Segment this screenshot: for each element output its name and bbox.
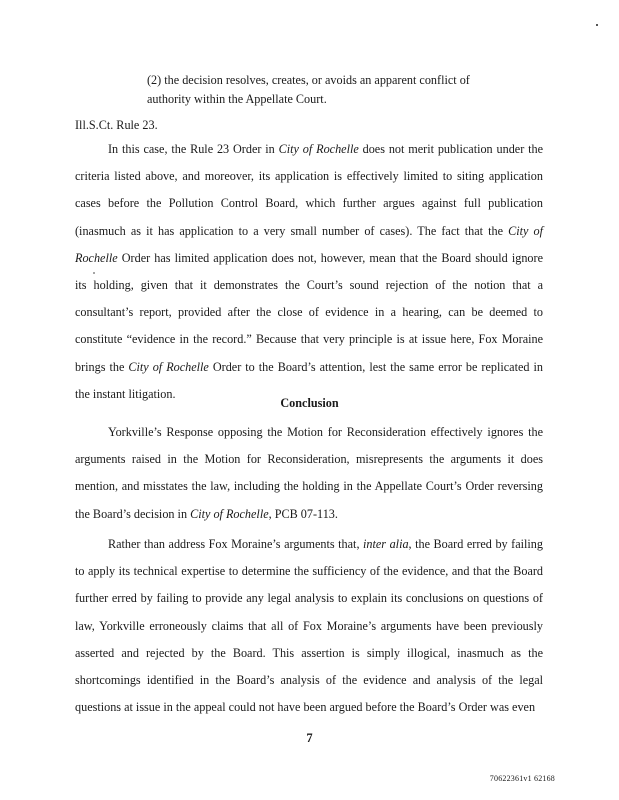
block-quote: [147, 71, 507, 109]
quote-line-1: (2) the decision resolves, creates, or avoids an apparent conflict of: [147, 73, 470, 87]
p3-latin-phrase: inter alia: [363, 537, 409, 551]
p1-text-a: In this case, the Rule 23 Order in: [108, 142, 279, 156]
p3-text-a: Rather than address Fox Moraine’s arguments that,: [108, 537, 364, 551]
scan-mark: [596, 24, 598, 26]
paragraph-rochelle-order: [75, 136, 543, 408]
scan-dot: [93, 272, 95, 274]
rule-citation: Ill.S.Ct. Rule 23.: [75, 118, 158, 132]
page-number: 7: [306, 731, 313, 745]
section-heading-conclusion: Conclusion: [280, 396, 339, 410]
p3-text-b: , the Board erred by failing to apply its technical expertise to determine the sufficiency of the evidence, and that the Board further erred by failing to provide any legal analysis to explain its conclusions on questions of law, Yorkville erroneously claims that all of Fox Moraine’s arguments have been previously asserted and rejected by the Board. This assertion is simply illogical, inasmuch as the shortcomings identified in the Board’s analysis of the evidence and analysis of the legal questions at issue in the appeal could not have been argued before the Board’s Order was even: [75, 537, 543, 715]
paragraph-fox-moraine-arguments: [75, 531, 543, 721]
p1-case-name-3: City of Rochelle: [128, 359, 209, 374]
document-id: 70622361v1 62168: [489, 774, 555, 783]
p2-text-a: Yorkville’s Response opposing the Motion for Reconsideration effectively ignores the arguments raised in the Motion for Reconsideration, misrepresents the arguments it does mention, and misstates the law, including the holding in the Appellate Court’s Order reversing the Board’s decision in: [75, 425, 543, 521]
p2-case-name: City of Rochelle: [190, 506, 269, 521]
p1-text-c: Order has limited application does not, however, mean that the Board should ignore its holding, given that it demonstrates the Court’s sound rejection of the notion that a consultant’s report, provided after the close of evidence in a hearing, can be deemed to constitute “evidence in the record.” Because that very principle is at issue here, Fox Moraine brings the: [75, 250, 543, 374]
p1-text-d: Order to the Board’s attention, lest the same error be replicated in the instant litigation.: [75, 359, 543, 401]
quote-line-2: authority within the Appellate Court.: [147, 92, 327, 106]
p1-text-b: does not merit publication under the criteria listed above, and moreover, its application is effectively limited to siting application cases before the Pollution Control Board, which further argues against full publication (inasmuch as it has application to a very small number of cases). The fact that the: [75, 142, 543, 238]
p2-text-b: , PCB 07-113.: [268, 506, 338, 521]
p1-case-name-2: City of Rochelle: [75, 223, 544, 265]
paragraph-yorkville-response: [75, 419, 543, 528]
p1-case-name: City of Rochelle: [278, 142, 359, 156]
